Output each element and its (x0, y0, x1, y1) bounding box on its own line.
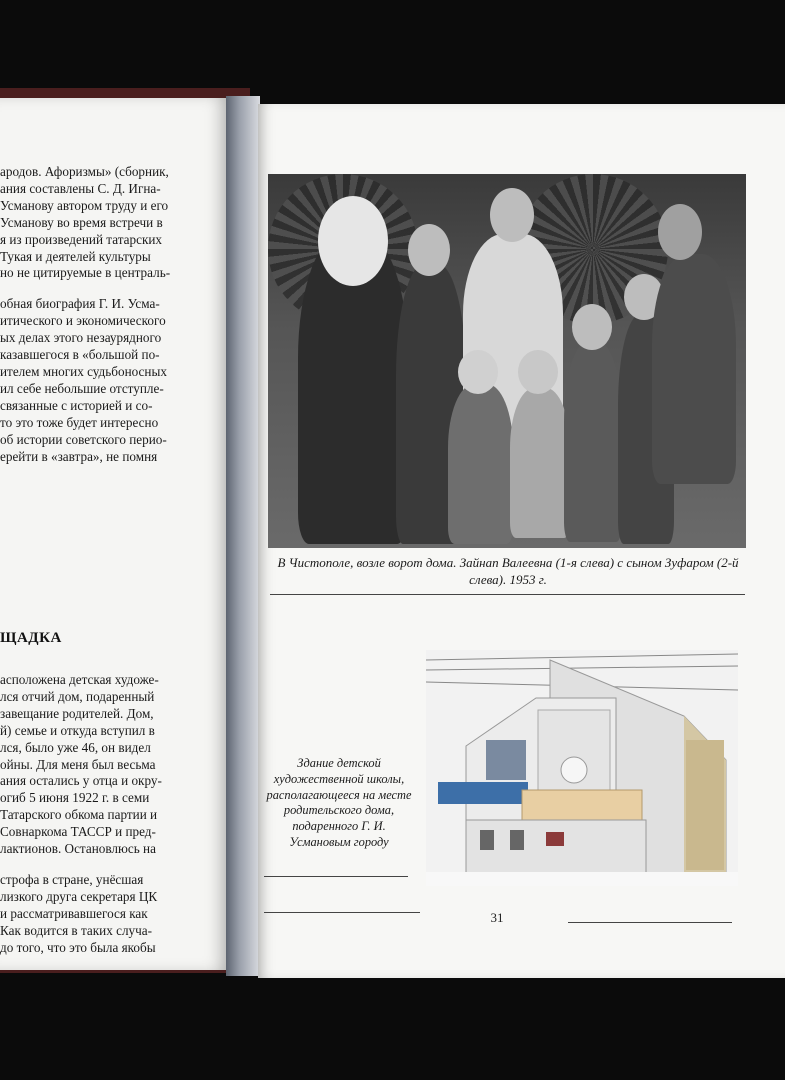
page-number: 31 (490, 910, 504, 925)
text-line: асположена детская художе- (0, 672, 159, 687)
person-head (490, 188, 534, 242)
text-line: до того, что это была якобы (0, 939, 156, 955)
section-heading: ЩАДКА (0, 630, 62, 646)
headscarf (318, 196, 388, 286)
person-figure (652, 254, 736, 484)
child-head (518, 350, 558, 394)
text-line: Тукая и деятелей культуры (0, 248, 151, 264)
text-line: Совнаркома ТАССР и пред- (0, 824, 156, 840)
building-illustration (426, 650, 738, 886)
child-figure (564, 342, 622, 542)
text-line: связанные с историей и со- (0, 397, 153, 413)
left-text-top (0, 164, 220, 465)
text-line: Татарского обкома партии и (0, 807, 158, 823)
caption-rule (270, 594, 745, 595)
left-text-bottom (0, 672, 222, 957)
person-head (658, 204, 702, 260)
text-line: лизкого друга секретаря ЦК (0, 888, 158, 904)
text-line: ания остались у отца и окру- (0, 773, 162, 789)
text-line: ародов. Афоризмы» (сборник, (0, 164, 169, 179)
text-line: итического и экономического (0, 313, 166, 329)
text-line: ерейти в «завтра», не помня (0, 448, 158, 464)
text-line: завещание родителей. Дом, (0, 705, 154, 721)
footer-rule-right (568, 922, 732, 923)
text-line: ителем многих судьбоносных (0, 363, 167, 379)
text-line: ания составлены С. Д. Игна- (0, 180, 161, 196)
photo2-caption: Здание детской художественной школы, располагающееся на месте родительского дома, подаренного Г. И. Усмановым городу (266, 756, 412, 849)
text-line: то это тоже будет интересно (0, 414, 159, 430)
footer-rule-left (264, 912, 420, 913)
text-line: й) семье и откуда вступил в (0, 722, 155, 738)
text-line: Усманову автором труду и его (0, 197, 169, 213)
text-line: и рассматривавшегося как (0, 905, 148, 921)
school-building-photo (426, 650, 738, 886)
book-gutter (226, 96, 260, 976)
left-page (0, 98, 228, 970)
family-photo (268, 174, 746, 548)
child-figure (510, 388, 570, 538)
caption-rule (264, 876, 408, 877)
photo1-caption: В Чистополе, возле ворот дома. Зайнап Валеевна (1-я слева) с сыном Зуфаром (2-й слева). 1953 г. (277, 555, 739, 587)
child-head (458, 350, 498, 394)
text-line: Усманову во время встречи в (0, 214, 163, 230)
text-line: обная биография Г. И. Усма- (0, 296, 160, 312)
text-line: строфа в стране, унёсшая (0, 871, 144, 887)
text-line: ойны. Для меня был весьма (0, 756, 156, 772)
text-line: казавшегося в «большой по- (0, 347, 160, 363)
text-line: лактионов. Остановлюсь на (0, 841, 156, 857)
text-line: об истории советского перио- (0, 431, 167, 447)
person-head (408, 224, 450, 276)
text-line: огиб 5 июня 1922 г. в семи (0, 790, 150, 806)
child-head (572, 304, 612, 350)
text-line: ых делах этого незаурядного (0, 330, 162, 346)
text-line: ил себе небольшие отступле- (0, 380, 164, 396)
text-line: лся отчий дом, подаренный (0, 688, 155, 704)
text-line: лся, было уже 46, он видел (0, 739, 151, 755)
child-figure (448, 384, 513, 544)
right-page (258, 104, 785, 978)
text-line: Как водится в таких случа- (0, 922, 152, 938)
text-line (0, 858, 222, 872)
text-line: но не цитируемые в централь- (0, 265, 171, 281)
text-line: я из произведений татарских (0, 231, 163, 247)
text-line (0, 282, 220, 296)
